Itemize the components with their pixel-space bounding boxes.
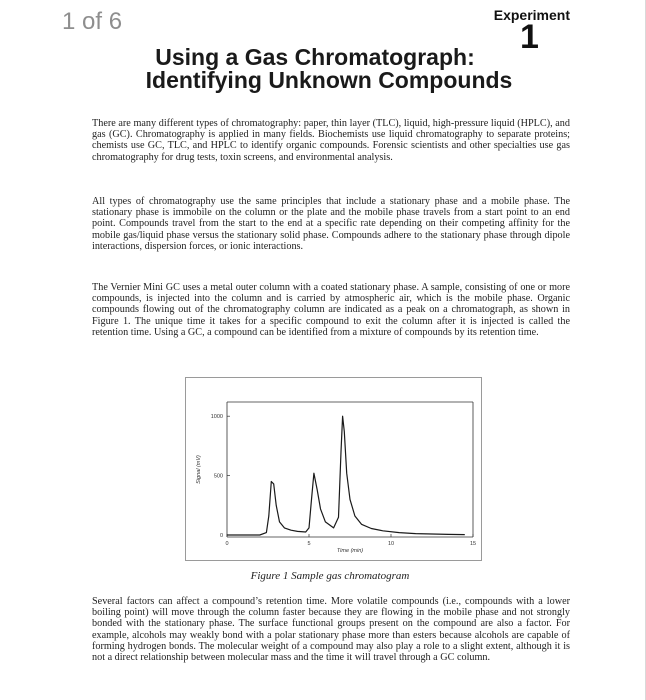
paragraph-retention-factors: Several factors can affect a compound’s retention time. More volatile compounds (i.e., compounds with a lower boiling point) will move through the column faster because they are flowing in the mobile phase and not strongly bonded with the stationary phase. The surface functional groups present on the compound are also a factor. For example, alcohols may weakly bond with a polar stationary phase more than esters because alcohols are capable of forming hydrogen bonds. The molecular weight of a compound may also play a role to a slight extent, although it is not a direct relationship between molecular mass and the time it will travel through a GC column. xyxy=(92,596,570,664)
chromatogram-figure xyxy=(185,377,482,561)
figure-caption: Figure 1 Sample gas chromatogram xyxy=(250,570,410,582)
experiment-label: Experiment xyxy=(493,7,570,23)
y-tick-label-1000: 1000 xyxy=(210,414,223,421)
x-tick-label-0: 0 xyxy=(225,541,229,547)
document-title-line-1: Using a Gas Chromatograph: xyxy=(155,44,475,70)
series-line-signal xyxy=(227,416,465,535)
paragraph-intro: There are many different types of chromatography: paper, thin layer (TLC), liquid, high-pressure liquid (HPLC), and gas (GC). Chromatography is applied in many fields. Biochemists use liquid chromatography to separate proteins; chemists use GC, TLC, and HPLC to identify organic compounds. Forensic scientists and other specialties use gas chromatography for drug tests, toxin screens, and environmental analysis. xyxy=(92,118,570,163)
x-tick-label-5: 5 xyxy=(307,541,311,547)
x-tick-label-15: 15 xyxy=(469,541,477,547)
chromatogram-chart xyxy=(186,378,483,562)
page-indicator: 1 of 6 xyxy=(62,8,123,35)
x-tick-label-10: 10 xyxy=(387,541,395,547)
x-axis-label: Time (min) xyxy=(336,548,364,554)
paragraph-principles: All types of chromatography use the same principles that include a stationary phase and a mobile phase. The stationary phase is immobile on the column or the plate and the mobile phase travels from a start point to an end point. Compounds travel from the start to the end at a specific rate depending on their competing affinity for the mobile gas/liquid phase versus the stationary solid phase. Compounds adhere to the stationary phase through dipole interactions, dispersion forces, or ionic interactions. xyxy=(92,196,570,252)
paragraph-vernier-gc: The Vernier Mini GC uses a metal outer column with a coated stationary phase. A sample, consisting of one or more compounds, is injected into the column and is carried by atmospheric air, which is the mobile phase. Organic compounds flowing out of the chromatography column are indicated as a peak on a chromatograph, as shown in Figure 1. The unique time it takes for a specific compound to exit the column after it is injected is called the retention time. Using a GC, a compound can be identified from a mixture of compounds by its retention time. xyxy=(92,282,570,338)
experiment-number: 1 xyxy=(520,18,539,56)
y-axis-label: Signal (mV) xyxy=(196,455,202,484)
y-tick-label-0: 0 xyxy=(219,533,223,539)
y-tick-label-500: 500 xyxy=(213,473,223,480)
document-title-line-2: Identifying Unknown Compounds xyxy=(145,67,513,93)
